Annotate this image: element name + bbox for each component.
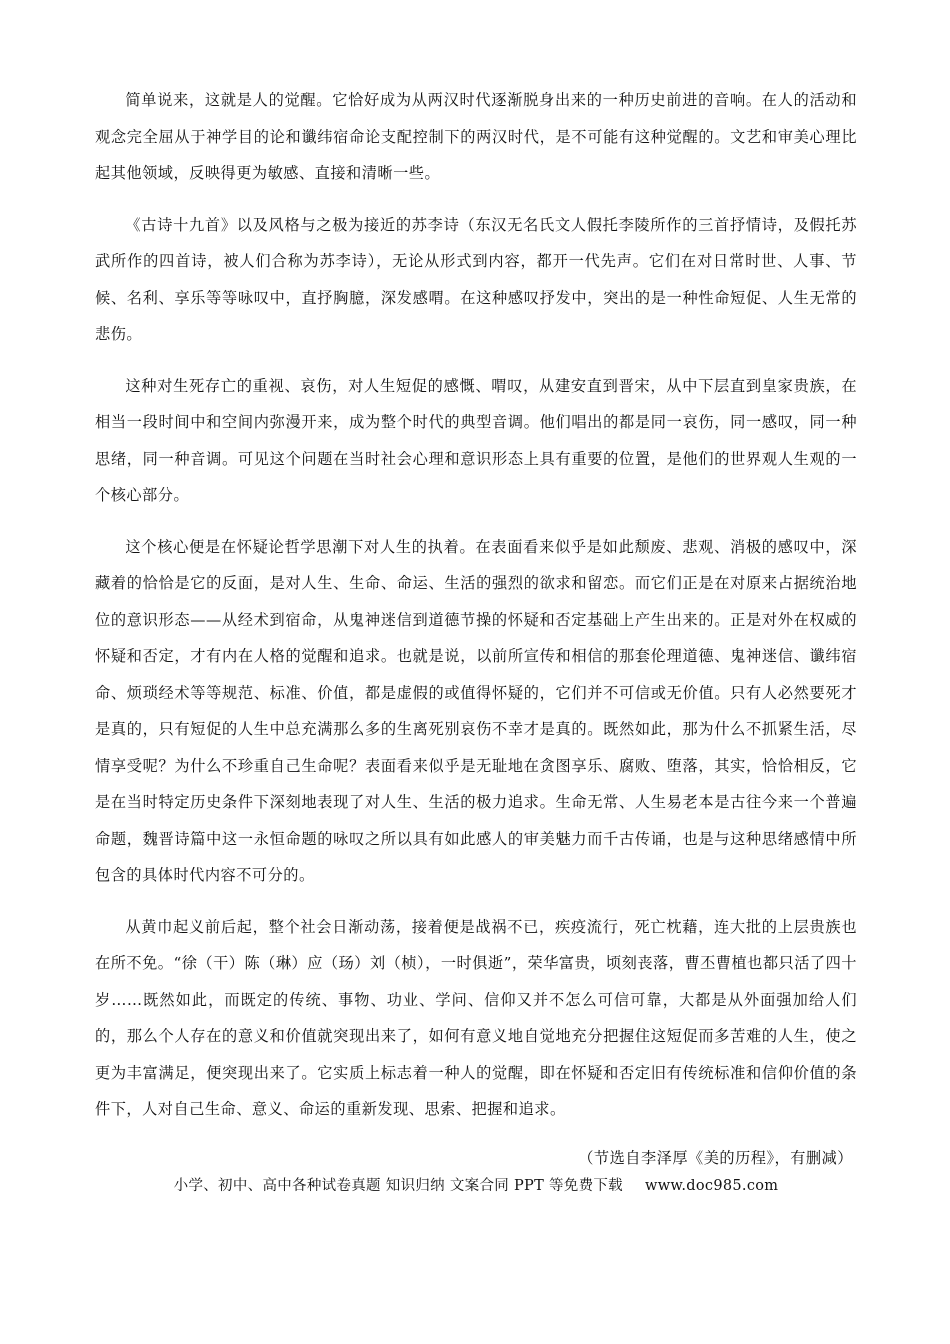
paragraph-2: 《古诗十九首》以及风格与之极为接近的苏李诗（东汉无名氏文人假托李陵所作的三首抒情诗，及假托苏武所作的四首诗，被人们合称为苏李诗），无论从形式到内容，都开一代先声。它们在对日常时世、人事、节候、名利、享乐等等咏叹中，直抒胸臆，深发感喟。在这种感叹抒发中，突出的是一种性命短促、人生无常的悲伤。 [95, 215, 857, 343]
document-body [95, 82, 857, 1199]
paragraph-5: 从黄巾起义前后起，整个社会日渐动荡，接着便是战祸不已，疾疫流行，死亡枕藉，连大批的上层贵族也在所不免。“徐（干）陈（琳）应（玚）刘（桢），一时俱逝”，荣华富贵，顷刻丧落，曹丕曹植也都只活了四十岁……既然如此，而既定的传统、事物、功业、学问、信仰又并不怎么可信可靠，大都是从外面强加给人们的，那么个人存在的意义和价值就突现出来了，如何有意义地自觉地充分把握住这短促而多苦难的人生，使之更为丰富满足，便突现出来了。它实质上标志着一种人的觉醒，即在怀疑和否定旧有传统标准和信仰价值的条件下，人对自己生命、意义、命运的重新发现、思索、把握和追求。 [95, 917, 857, 1118]
source-note: （节选自李泽厚《美的历程》，有删减） [578, 1148, 853, 1167]
paragraph-4: 这个核心便是在怀疑论哲学思潮下对人生的执着。在表面看来似乎是如此颓废、悲观、消极的感叹中，深藏着的恰恰是它的反面，是对人生、生命、命运、生活的强烈的欲求和留恋。而它们正是在对原来占据统治地位的意识形态——从经术到宿命，从鬼神迷信到道德节操的怀疑和否定基础上产生出来的。正是对外在权威的怀疑和否定，才有内在人格的觉醒和追求。也就是说，以前所宣传和相信的那套伦理道德、鬼神迷信、谶纬宿命、烦琐经术等等规范、标准、价值，都是虚假的或值得怀疑的，它们并不可信或无价值。只有人必然要死才是真的，只有短促的人生中总充满那么多的生离死别哀伤不幸才是真的。既然如此，那为什么不抓紧生活，尽情享受呢？为什么不珍重自己生命呢？表面看来似乎是无耻地在贪图享乐、腐败、堕落，其实，恰恰相反，它是在当时特定历史条件下深刻地表现了对人生、生活的极力追求。生命无常、人生易老本是古往今来一个普遍命题，魏晋诗篇中这一永恒命题的咏叹之所以具有如此感人的审美魅力而千古传诵，也是与这种思绪感情中所包含的具体时代内容不可分的。 [95, 537, 857, 884]
paragraph-1: 简单说来，这就是人的觉醒。它恰好成为从两汉时代逐渐脱身出来的一种历史前进的音响。在人的活动和观念完全屈从于神学目的论和谶纬宿命论支配控制下的两汉时代，是不可能有这种觉醒的。文艺和审美心理比起其他领域，反映得更为敏感、直接和清晰一些。 [95, 91, 857, 182]
footer [95, 1173, 857, 1199]
footer-site-link[interactable]: www.doc985.com [644, 1177, 779, 1194]
footer-text: 小学、初中、高中各种试卷真题 知识归纳 文案合同 PPT 等免费下载 [173, 1177, 623, 1194]
paragraph-3: 这种对生死存亡的重视、哀伤，对人生短促的感慨、喟叹，从建安直到晋宋，从中下层直到皇家贵族，在相当一段时间中和空间内弥漫开来，成为整个时代的典型音调。他们唱出的都是同一哀伤，同一感叹，同一种思绪，同一种音调。可见这个问题在当时社会心理和意识形态上具有重要的位置，是他们的世界观人生观的一个核心部分。 [95, 376, 857, 504]
